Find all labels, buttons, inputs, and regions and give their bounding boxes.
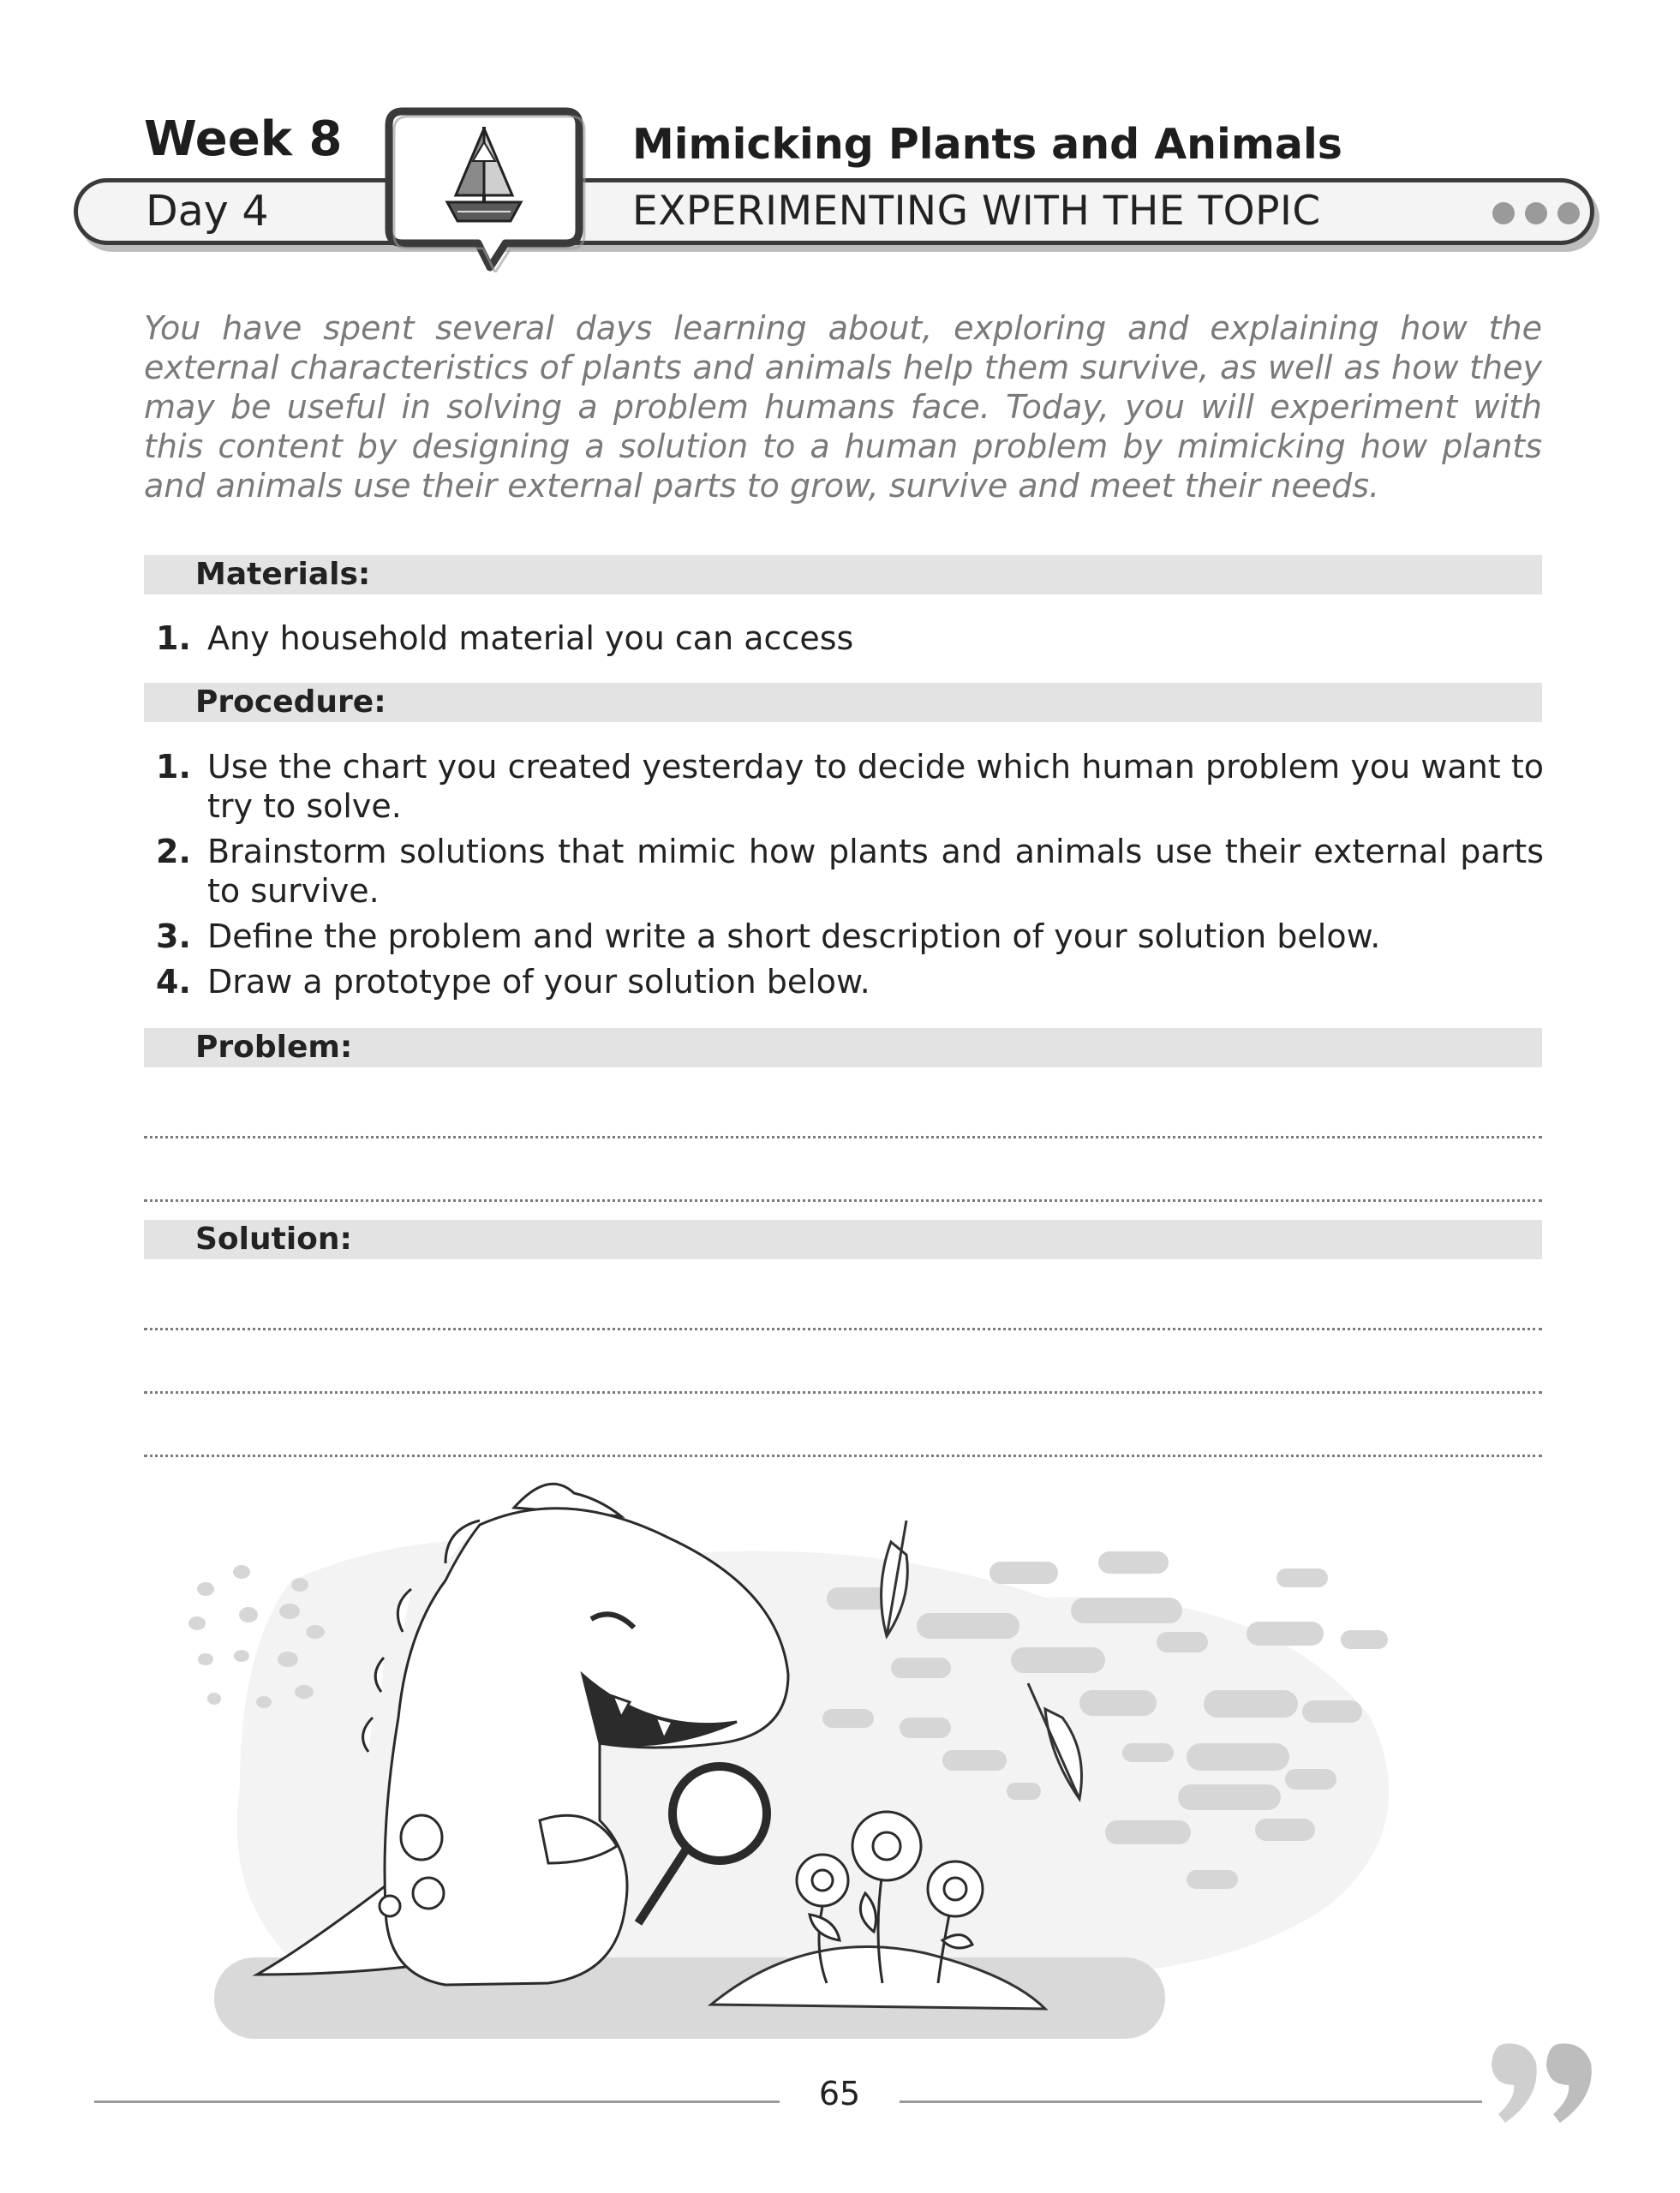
week-label: Week 8: [144, 111, 343, 167]
quote-mark-icon: [1486, 2037, 1602, 2131]
section-title: EXPERIMENTING WITH THE TOPIC: [632, 188, 1321, 235]
sailboat-icon: [377, 101, 591, 272]
problem-heading-bar: [144, 1028, 1542, 1067]
dinosaur-illustration: [188, 1461, 1422, 2052]
day-label: Day 4: [146, 187, 269, 236]
list-item: 1. Use the chart you created yesterday to decide which human problem you want to try to solve.: [156, 748, 1544, 825]
solution-heading: Solution:: [195, 1222, 352, 1257]
footer-rule-right: [900, 2100, 1482, 2103]
list-item: 2. Brainstorm solutions that mimic how plants and animals use their external parts to survive.: [156, 833, 1544, 910]
problem-line[interactable]: [144, 1136, 1542, 1138]
list-item: 1. Any household material you can access: [156, 619, 854, 657]
footer-rule-left: [94, 2100, 780, 2103]
page-number: 65: [818, 2075, 861, 2112]
materials-heading: Materials:: [195, 557, 371, 592]
solution-line[interactable]: [144, 1455, 1542, 1457]
procedure-heading-bar: [144, 683, 1542, 722]
solution-heading-bar: [144, 1220, 1542, 1259]
materials-heading-bar: [144, 555, 1542, 595]
solution-line[interactable]: [144, 1391, 1542, 1394]
problem-line[interactable]: [144, 1199, 1542, 1202]
lesson-title: Mimicking Plants and Animals: [632, 120, 1342, 169]
dots-decoration: [1492, 202, 1580, 224]
intro-paragraph: You have spent several days learning about, exploring and explaining how the external characteristics of plants and animals help them survive, as well as how they may be useful in solving a problem humans face. Today, you will experiment with this content by designing a solution to a human problem by mimicking how plants and animals use their external parts to grow, survive and meet their needs.: [144, 309, 1542, 505]
list-item: 4. Draw a prototype of your solution below.: [156, 963, 870, 1001]
procedure-heading: Procedure:: [195, 684, 386, 720]
solution-line[interactable]: [144, 1328, 1542, 1330]
problem-heading: Problem:: [195, 1030, 353, 1065]
list-item: 3. Define the problem and write a short description of your solution below.: [156, 917, 1381, 955]
